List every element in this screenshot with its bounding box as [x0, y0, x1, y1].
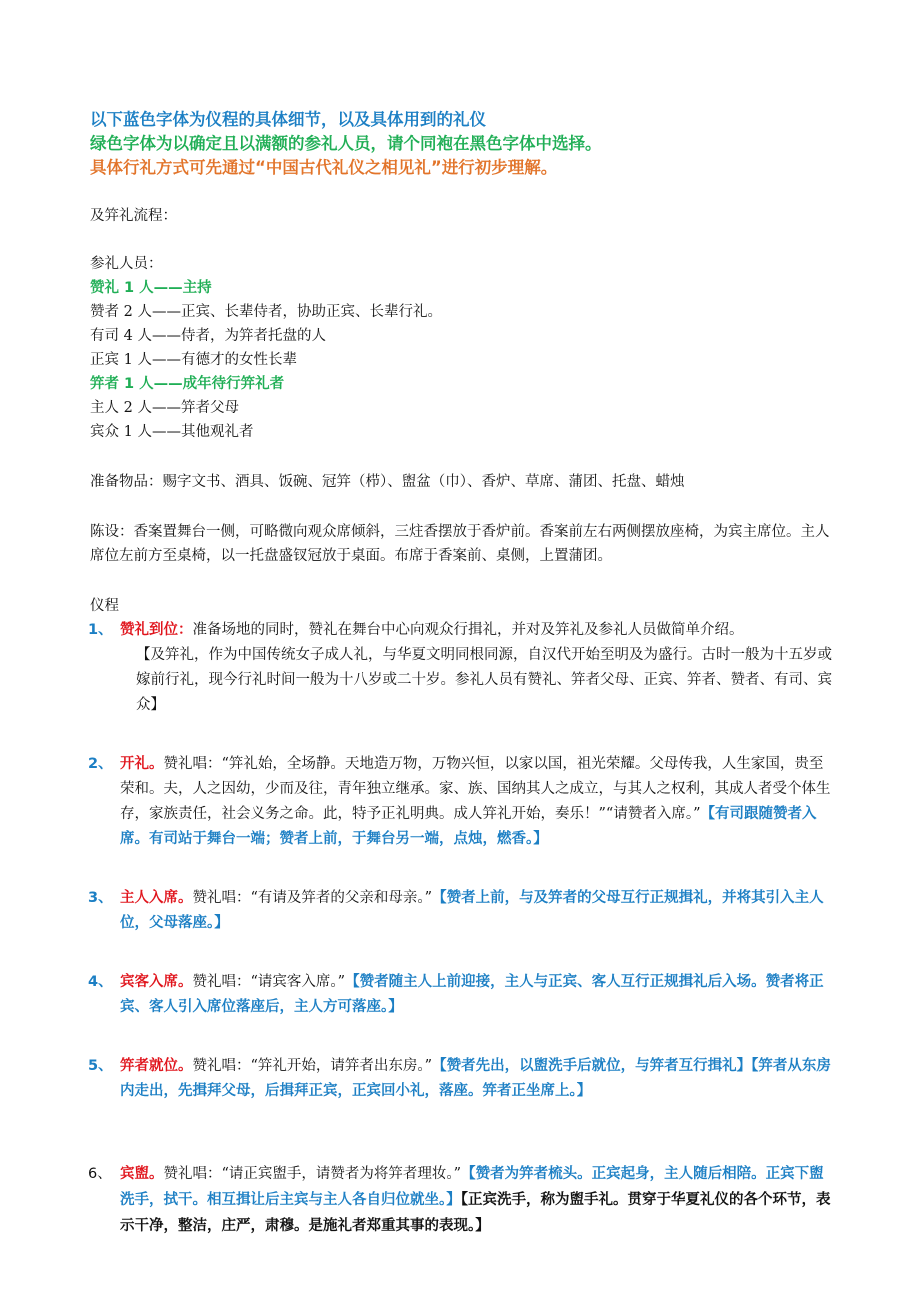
participants-list: [90, 276, 835, 444]
participant-zhengbin: 正宾 1 人——有德才的女性长辈: [90, 352, 297, 368]
participant-zhuren: 主人 2 人——笄者父母: [90, 400, 239, 416]
step-text: 赞礼唱：“笄礼始，全场静。天地造万物，万物兴恒，以家以国，祖光荣耀。父母传我，人生家国，贵至荣和。夫，人之因幼，少而及往，青年独立继承。家、族、国纳其人之成立，与其人之权利，其成人者受个体生存，家族责任，社会义务之命。此，特予正礼明典。成人笄礼开始，奏乐！”“请赞者入席。”: [120, 756, 831, 822]
ceremony-steps: [90, 618, 835, 1239]
step-title: 笄者就位。: [120, 1058, 193, 1074]
arrangement: 陈设：香案置舞台一侧，可略微向观众席倾斜，三炷香摆放于香炉前。香案前左右两侧摆放座椅，为宾主席位。主人席位左前方至桌椅，以一托盘盛钗冠放于桌面。布席于香案前、桌侧，上置蒲团。: [90, 524, 830, 564]
step-text: 赞礼唱：“有请及笄者的父亲和母亲。”: [192, 890, 433, 906]
step-title: 开礼。: [120, 756, 164, 772]
step-1: 1、 赞礼到位：准备场地的同时，赞礼在舞台中心向观众行揖礼，并对及笄礼及参礼人员做简单介绍。 【及笄礼，作为中国传统女子成人礼，与华夏文明同根同源，自汉代开始至明及为盛行。古时一般为十五岁或嫁前行礼，现今行礼时间一般为十八岁或二十岁。参礼人员有赞礼、笄者父母、正宾、笄者、赞者、有司、宾众】: [90, 618, 835, 718]
step-text: 准备场地的同时，赞礼在舞台中心向观众行揖礼，并对及笄礼及参礼人员做简单介绍。: [192, 622, 744, 638]
step-2: 2、 开礼。赞礼唱：“笄礼始，全场静。天地造万物，万物兴恒，以家以国，祖光荣耀。父母传我，人生家国，贵至荣和。夫，人之因幼，少而及往，青年独立继承。家、族、国纳其人之成立，与其人之权利，其成人者受个体生存，家族责任，社会义务之命。此，特予正礼明典。成人笄礼开始，奏乐！”“请赞者入席。”【有司跟随赞者入席。有司站于舞台一端；赞者上前，于舞台另一端，点烛，燃香。】: [88, 756, 831, 847]
participant-yousi: 有司 4 人——侍者，为笄者托盘的人: [90, 328, 326, 344]
step-text: 赞礼唱：“请正宾盥手，请赞者为将笄者理妆。”: [163, 1166, 462, 1182]
step-5: 5、 笄者就位。赞礼唱：“笄礼开始，请笄者出东房。”【赞者先出，以盥洗手后就位，与笄者互行揖礼】【笄者从东房内走出，先揖拜父母，后揖拜正宾，正宾回小礼，落座。笄者正坐席上。】: [88, 1058, 831, 1099]
process-heading: 及笄礼流程：: [90, 208, 177, 224]
intro-block: [90, 108, 835, 180]
step-4: 4、 宾客入席。赞礼唱：“请宾客入席。”【赞者随主人上前迎接，主人与正宾、客人互行正规揖礼后入场。赞者将正宾、客人引入席位落座后，主人方可落座。】: [88, 974, 824, 1015]
participant-zanli: 赞礼 1 人——主持: [90, 280, 212, 296]
document-page: [90, 108, 835, 1239]
participant-binzhong: 宾众 1 人——其他观礼者: [90, 424, 254, 440]
items-prepared: 准备物品：赐字文书、酒具、饭碗、冠笄（栉）、盥盆（巾）、香炉、草席、蒲团、托盘、蜡烛: [90, 474, 685, 490]
intro-line-green: 绿色字体为以确定且以满额的参礼人员，请个同袍在黑色字体中选择。: [90, 134, 602, 153]
participant-jizhe: 笄者 1 人——成年待行笄礼者: [90, 376, 285, 392]
step-extra: 【及笄礼，作为中国传统女子成人礼，与华夏文明同根同源，自汉代开始至明及为盛行。古时一般为十五岁或嫁前行礼，现今行礼时间一般为十八岁或二十岁。参礼人员有赞礼、笄者父母、正宾、笄者、赞者、有司、宾众】: [136, 647, 832, 713]
step-3: 3、 主人入席。赞礼唱：“有请及笄者的父亲和母亲。”【赞者上前，与及笄者的父母互行正规揖礼，并将其引入主人位，父母落座。】: [88, 890, 824, 931]
step-tail: 【正宾洗手，称为盥手礼。贯穿于华夏礼仪的各个环节，表示干净，整洁，庄严，肃穆。是施礼者郑重其事的表现。】: [120, 1191, 831, 1234]
step-text: 赞礼唱：“笄礼开始，请笄者出东房。”: [192, 1058, 433, 1074]
step-note: 【赞者为笄者梳头。正宾起身，主人随后相陪。正宾下盥洗手，拭干。相互揖让后主宾与主人各自归位就坐。】: [120, 1166, 824, 1208]
ceremony-heading: 仪程: [90, 598, 119, 614]
step-title: 宾客入席。: [120, 974, 193, 990]
step-note: 【赞者先出，以盥洗手后就位，与笄者互行揖礼】【笄者从东房内走出，先揖拜父母，后揖拜正宾，正宾回小礼，落座。笄者正坐席上。】: [120, 1058, 831, 1099]
step-text: 赞礼唱：“请宾客入席。”: [192, 974, 346, 990]
step-title: 赞礼到位：: [120, 622, 193, 638]
step-note: 【赞者上前，与及笄者的父母互行正规揖礼，并将其引入主人位，父母落座。】: [120, 890, 824, 931]
step-note: 【有司跟随赞者入席。有司站于舞台一端；赞者上前，于舞台另一端，点烛，燃香。】: [120, 806, 817, 847]
intro-line-blue: 以下蓝色字体为仪程的具体细节，以及具体用到的礼仪: [90, 110, 486, 129]
participant-zanzhe: 赞者 2 人——正宾、长辈侍者，协助正宾、长辈行礼。: [90, 304, 442, 320]
participants-heading: 参礼人员：: [90, 256, 163, 272]
step-note: 【赞者随主人上前迎接，主人与正宾、客人互行正规揖礼后入场。赞者将正宾、客人引入席位落座后，主人方可落座。】: [120, 974, 824, 1015]
step-title: 主人入席。: [120, 890, 193, 906]
intro-line-orange: 具体行礼方式可先通过“中国古代礼仪之相见礼”进行初步理解。: [90, 158, 558, 177]
step-6: 6、 宾盥。赞礼唱：“请正宾盥手，请赞者为将笄者理妆。”【赞者为笄者梳头。正宾起身，主人随后相陪。正宾下盥洗手，拭干。相互揖让后主宾与主人各自归位就坐。】【正宾洗手，称为盥手礼。贯穿于华夏礼仪的各个环节，表示干净，整洁，庄严，肃穆。是施礼者郑重其事的表现。】: [88, 1166, 831, 1234]
step-title: 宾盥。: [120, 1166, 164, 1182]
